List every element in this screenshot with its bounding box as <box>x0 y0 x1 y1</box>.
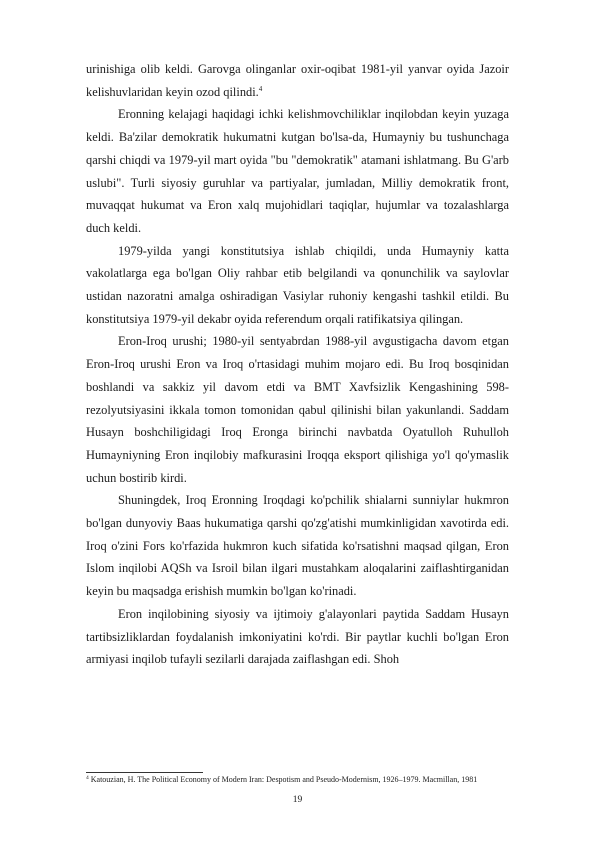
paragraph-5: Shuningdek, Iroq Eronning Iroqdagi ko'pchilik shialarni sunniylar hukmron bo'lgan dunyoviy Baas hukumatiga qarshi qo'zg'atishi mumkinligidan xavotirda edi. Iroq o'zini Fors ko'rfazida hukmron kuch sifatida ko'rsatishni maqsad qilgan, Eron Islom inqilobi AQSh va Isroil bilan ilgari mustahkam aloqalarini zaiflashtirganidan keyin bu maqsadga erishish mumkin bo'lgan ko'rinadi. <box>86 493 509 599</box>
paragraph-1 <box>86 58 509 103</box>
footnote-reference[interactable]: 4 <box>258 84 263 93</box>
footnote-marker: 4 <box>86 775 89 781</box>
footnote-divider <box>86 772 203 773</box>
paragraph-6: Eron inqilobining siyosiy va ijtimoiy g'alayonlari paytida Saddam Husayn tartibsizliklardan foydalanish imkoniyatini ko'rdi. Bir paytlar kuchli bo'lgan Eron armiyasi inqilob tufayli sezilarli darajada zaiflashgan edi. Shoh <box>86 606 509 667</box>
footnote <box>86 775 509 786</box>
body-text <box>86 58 509 671</box>
paragraph-2: Eronning kelajagi haqidagi ichki kelishmovchiliklar inqilobdan keyin yuzaga keldi. Ba'zilar demokratik hukumatni kutgan bo'lsa-da, Humayniy bu tushunchaga qarshi chiqdi va 1979-yil mart oyida "bu "demokratik" atamani ishlatmang. Bu G'arb uslubi". Turli siyosiy guruhlar va partiyalar, jumladan, Milliy demokratik front, muvaqqat hukumat va Eron xalq mujohidlari taqiqlar, hujumlar va tozalashlarga duch keldi. <box>86 107 509 235</box>
paragraph-4: Eron-Iroq urushi; 1980-yil sentyabrdan 1988-yil avgustigacha davom etgan Eron-Iroq urushi Eron va Iroq o'rtasidagi muhim mojaro edi. Bu Iroq bosqinidan boshlandi va sakkiz yil davom etdi va BMT Xavfsizlik Kengashining 598-rezolyutsiyasini ikkala tomon tomonidan qabul qilinishi bilan yakunlandi. Saddam Husayn boshchiligidagi Iroq Eronga birinchi navbatda Oyatulloh Ruhulloh Humayniyning Eron inqilobiy mafkurasini Iroqqa eksport qilishiga yo'l qo'ymaslik uchun bostirib kirdi. <box>86 334 509 485</box>
paragraph-3: 1979-yilda yangi konstitutsiya ishlab chiqildi, unda Humayniy katta vakolatlarga ega bo'lgan Oliy rahbar etib belgilandi va qonunchilik va saylovlar ustidan nazoratni amalga oshiradigan Vasiylar ruhoniy kengashi tashkil etildi. Bu konstitutsiya 1979-yil dekabr oyida referendum orqali ratifikatsiya qilingan. <box>86 243 509 326</box>
paragraph-text: urinishiga olib keldi. Garovga olinganlar oxir-oqibat 1981-yil yanvar oyida Jazoir kelishuvlaridan keyin ozod qilindi. <box>86 62 509 99</box>
page-number: 19 <box>292 795 303 805</box>
footnote-text: Katouzian, H. The Political Economy of Modern Iran: Despotism and Pseudo-Modernism, 1926–1979. Macmillan, 1981 <box>90 775 478 784</box>
